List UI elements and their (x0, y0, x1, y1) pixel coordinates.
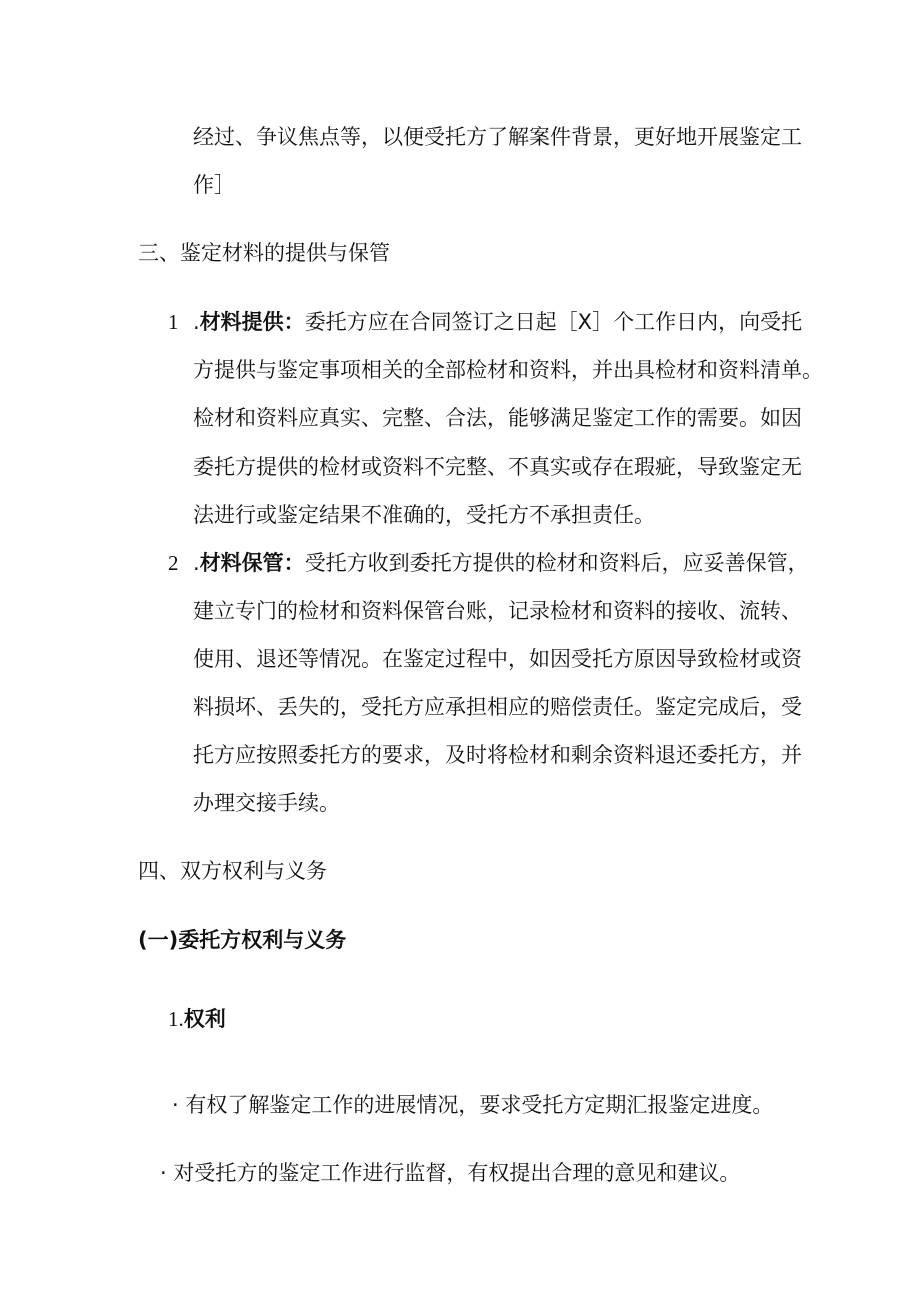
paragraph-line: 作］ (193, 173, 235, 197)
list-item-line: 检材和资料应真实、完整、合法，能够满足鉴定工作的需要。如因 (193, 406, 802, 430)
list-item-dot: . (193, 551, 200, 575)
list-item-line: 办理交接手续。 (193, 791, 340, 815)
list-item-line: 方提供与鉴定事项相关的全部检材和资料，并出具检材和资料清单。 (193, 358, 823, 382)
list-item-line: 委托方提供的检材或资料不完整、不真实或存在瑕疵，导致鉴定无 (193, 455, 802, 479)
paragraph-line: 经过、争议焦点等，以便受托方了解案件背景，更好地开展鉴定工 (193, 125, 802, 149)
section-heading-3: 三、鉴定材料的提供与保管 (138, 241, 390, 265)
rights-number: 1. (168, 1007, 184, 1031)
list-item-line: 托方应按照委托方的要求，及时将检材和剩余资料退还委托方，并 (193, 743, 802, 767)
list-item-title: 材料保管： (199, 551, 305, 575)
list-item-line: 建立专门的检材和资料保管台账，记录检材和资料的接收、流转、 (193, 599, 802, 623)
subsection-heading: (一)委托方权利与义务 (138, 928, 347, 952)
list-item-line: 法进行或鉴定结果不准确的，受托方不承担责任。 (193, 503, 655, 527)
list-item-text: 受托方收到委托方提供的检材和资料后，应妥善保管， (304, 551, 809, 575)
bullet-item: · 有权了解鉴定工作的进展情况，要求受托方定期汇报鉴定进度。 (172, 1093, 774, 1117)
list-item-line: 料损坏、丢失的，受托方应承担相应的赔偿责任。鉴定完成后，受 (193, 695, 802, 719)
list-item-line (193, 548, 809, 578)
list-item-text: 委托方应在合同签订之日起［X］个工作日内，向受托 (304, 310, 803, 334)
bullet-item: · 对受托方的鉴定工作进行监督，有权提出合理的意见和建议。 (160, 1161, 741, 1185)
list-item-dot: . (193, 310, 200, 334)
list-item-number: 2 (168, 551, 179, 575)
list-item-line: 使用、退还等情况。在鉴定过程中，如因受托方原因导致检材或资 (193, 647, 802, 671)
list-item-line (193, 307, 802, 337)
list-item-number: 1 (168, 310, 179, 334)
rights-title: 权利 (183, 1007, 226, 1031)
section-heading-4: 四、双方权利与义务 (138, 859, 327, 883)
list-item-title: 材料提供： (199, 310, 305, 334)
rights-heading (168, 1004, 226, 1034)
